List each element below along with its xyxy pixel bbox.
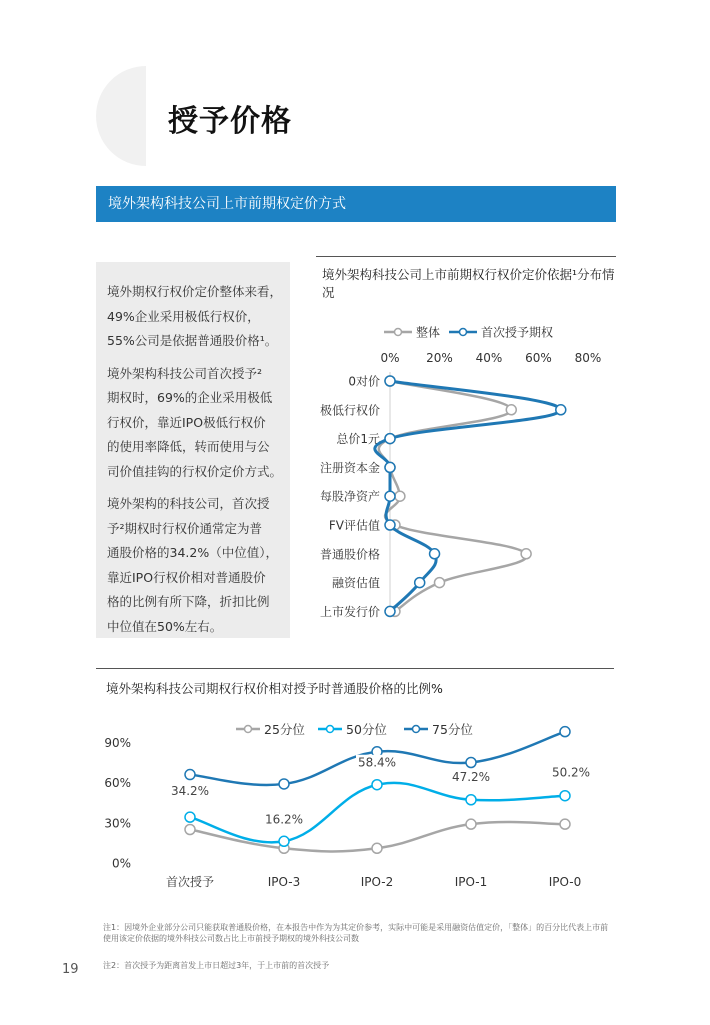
y-tick-label: 60% [104,776,131,791]
data-label: 58.4% [357,755,397,770]
x-tick-label: IPO-0 [548,875,582,889]
info-line: 予²期权时行权价通常定为普 [107,520,263,536]
info-line: 期权时，69%的企业采用极低 [107,390,273,405]
legend-marker [327,726,334,733]
page-number: 19 [62,962,79,977]
data-point [185,825,195,835]
info-line: 境外期权行权价定价整体来看， [107,284,283,299]
x-tick-label: 40% [475,351,503,365]
info-line: 中位值在50%左右。 [107,618,223,634]
y-tick-label: 0% [111,856,131,871]
info-line: 格的比例有所下降，折扣比例 [107,594,270,609]
data-point [185,770,195,780]
data-label: 47.2% [451,769,491,784]
info-line: 司价值挂钩的行权价定价方式。 [107,463,283,479]
x-tick-label: 20% [426,351,453,365]
data-point [466,819,476,829]
legend-marker [245,726,252,733]
data-point [185,812,195,822]
x-tick-label: 80% [574,351,602,365]
info-line: 靠近IPO行权价相对普通股价 [107,569,266,585]
data-label: 50.2% [551,765,591,780]
data-label: 16.2% [264,812,304,827]
x-tick-label: IPO-1 [454,875,488,889]
legend-marker [413,726,420,733]
info-line: 的使用率降低，转而使用与公 [107,439,270,454]
x-tick-label: 首次授予 [165,875,215,889]
category-label: 每股净资产 [319,489,380,504]
category-label: 融资估值 [331,576,380,591]
data-point [560,791,570,801]
legend-label: 75分位 [432,722,473,737]
chart2-title: 境外架构科技公司期权行权价相对授予时普通股价格的比例% [106,681,443,696]
data-label: 34.2% [170,784,210,799]
legend-label: 整体 [416,325,441,340]
category-label: 0对价 [348,374,380,389]
category-label: 总价1元 [336,432,380,447]
x-tick-label: 0% [380,351,400,365]
data-point [279,836,289,846]
x-tick-label: 60% [525,351,552,365]
footnote-2: 注2：首次授予为距离首发上市日超过3年，于上市前的首次授予 [103,961,330,970]
legend-label: 25分位 [264,722,305,737]
category-label: 极低行权价 [319,403,380,418]
footnote-1: 注1：因境外企业部分公司只能获取普通股价格，在本报告中作为为其定价参考，实际中可能是采用融资估值定价，「整体」的百分比代表上市前使用该定价依据的境外科技公司数占比上市前授予期权的境外科技公司数 [103,923,609,943]
legend-label: 首次授予期权 [481,325,554,340]
category-label: FV评估值 [328,518,380,533]
category-label: 注册资本金 [319,460,380,475]
info-line: 49%企业采用极低行权价， [107,308,260,324]
x-tick-label: IPO-3 [267,875,301,889]
info-line: 行权价，靠近IPO极低行权价 [107,414,266,430]
y-tick-label: 30% [104,816,131,831]
data-point [372,843,382,853]
info-line: 通股价格的34.2%（中位值）， [107,545,278,560]
info-line: 境外架构科技公司首次授予² [107,365,263,381]
chart1-title: 境外架构科技公司上市前期权行权价定价依据¹分布情况 [322,267,615,300]
info-line: 境外架构的科技公司，首次授 [107,496,270,511]
legend-label: 50分位 [346,722,387,737]
data-point [560,819,570,829]
y-tick-label: 90% [104,735,131,750]
x-tick-label: IPO-2 [360,875,394,889]
category-label: 上市发行价 [319,604,380,619]
series-line-2 [190,783,565,843]
page-title: 授予价格 [168,104,292,139]
data-point [560,727,570,737]
data-point [466,758,476,768]
data-point [279,779,289,789]
data-point [466,795,476,805]
info-line: 55%公司是依据普通股价格¹。 [107,333,278,348]
data-point [372,780,382,790]
category-label: 普通股价格 [319,547,380,562]
section-banner: 境外架构科技公司上市前期权定价方式 [96,186,616,222]
